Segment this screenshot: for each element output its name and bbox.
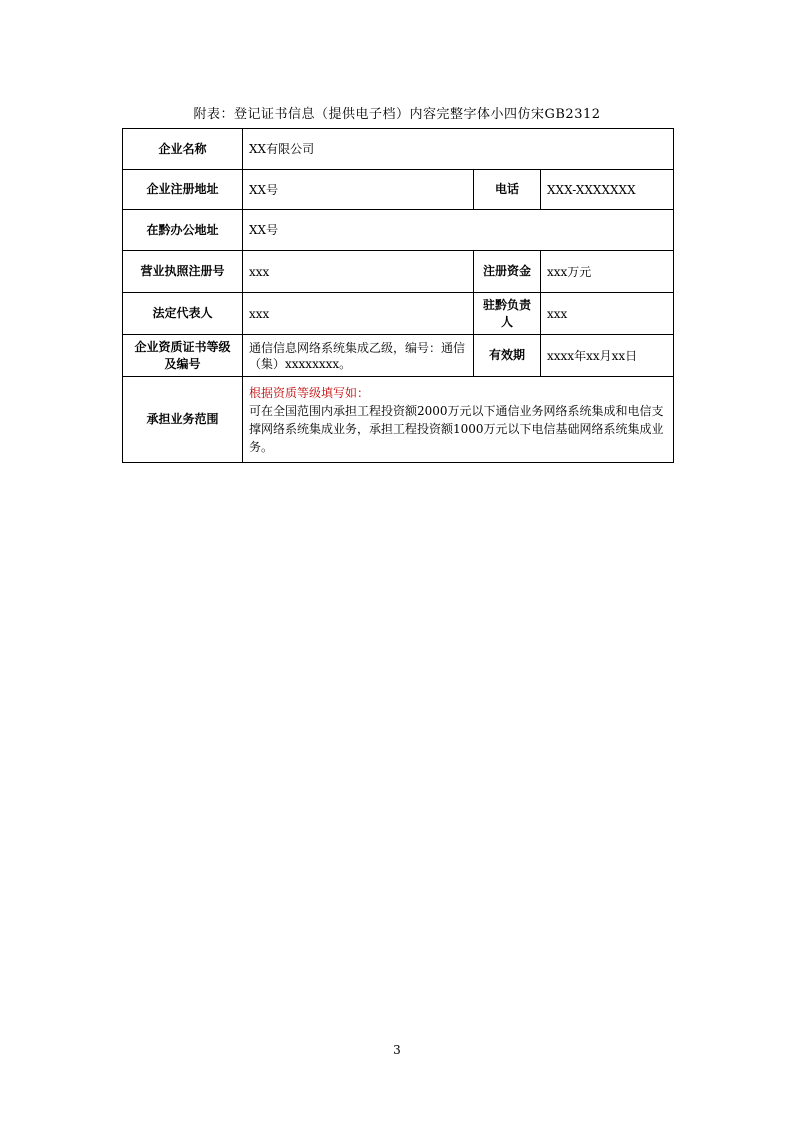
validity-value: xxxx年xx月xx日 <box>541 335 674 377</box>
page-number: 3 <box>393 1043 401 1057</box>
local-manager-label: 驻黔负责人 <box>474 293 541 335</box>
row-company-name <box>123 129 674 170</box>
business-scope-cell <box>243 377 674 463</box>
phone-label: 电话 <box>474 170 541 210</box>
row-reg-address <box>123 170 674 210</box>
qualification-value: 通信信息网络系统集成乙级，编号：通信（集）xxxxxxxx。 <box>243 335 474 377</box>
registered-capital-value: xxx万元 <box>541 251 674 293</box>
registered-capital-label: 注册资金 <box>474 251 541 293</box>
row-license-no <box>123 251 674 293</box>
license-no-label: 营业执照注册号 <box>123 251 243 293</box>
reg-address-label: 企业注册地址 <box>123 170 243 210</box>
office-address-label: 在黔办公地址 <box>123 210 243 251</box>
business-scope-label: 承担业务范围 <box>123 377 243 463</box>
phone-value: XXX-XXXXXXX <box>541 170 674 210</box>
company-name-label: 企业名称 <box>123 129 243 170</box>
row-business-scope <box>123 377 674 463</box>
validity-label: 有效期 <box>474 335 541 377</box>
table-caption: 附表：登记证书信息（提供电子档）内容完整字体小四仿宋GB2312 <box>193 107 601 122</box>
reg-address-value: XX号 <box>243 170 474 210</box>
company-name-value: XX有限公司 <box>243 129 674 170</box>
row-qualification <box>123 335 674 377</box>
office-address-value: XX号 <box>243 210 674 251</box>
row-legal-rep <box>123 293 674 335</box>
local-manager-value: xxx <box>541 293 674 335</box>
legal-rep-value: xxx <box>243 293 474 335</box>
qualification-label: 企业资质证书等级及编号 <box>123 335 243 377</box>
business-scope-hint: 根据资质等级填写如： <box>249 385 370 400</box>
registration-info-table <box>122 128 674 463</box>
business-scope-value: 可在全国范围内承担工程投资额2000万元以下通信业务网络系统集成和电信支撑网络系统集成业务，承担工程投资额1000万元以下电信基础网络系统集成业务。 <box>249 403 664 454</box>
license-no-value: xxx <box>243 251 474 293</box>
legal-rep-label: 法定代表人 <box>123 293 243 335</box>
row-office-address <box>123 210 674 251</box>
